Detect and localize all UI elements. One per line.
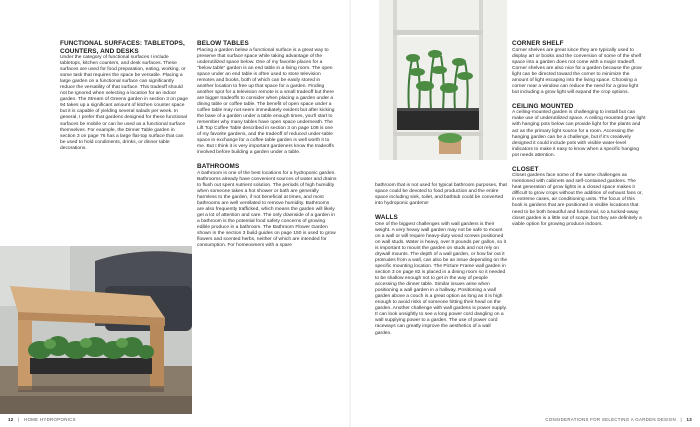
running-title-left: HOME HYDROPONICS xyxy=(24,417,76,422)
paragraph-bathrooms-continued: bathroom that is not used for typical bathroom purposes, that space could be devoted to food production and the entire space including sink, toilet, and bathtub could be converted into hydroponic gardens! xyxy=(375,183,507,207)
paragraph-closet: Closet gardens face some of the same challenges as mentioned with cabinets and self-contained gardens. The heat generation of grow lights in a closed space makes it difficult to grow crops without the addition of exhaust fans or, in extreme cases, air conditioning units. The focus of this book is gardens that are positioned in visible locations that need to be both beautiful and functional, so a tucked-away closet garden is a little out of scope, but they are definitely a viable option for growing produce indoors. xyxy=(512,173,643,227)
column-functional-surfaces xyxy=(60,40,188,152)
heading-functional-surfaces: FUNCTIONAL SURFACES: TABLETOPS, COUNTERS, AND DESKS xyxy=(60,40,185,55)
column-below-tables xyxy=(197,40,337,249)
paragraph-bathrooms: A bathroom is one of the best locations for a hydroponic garden. Bathrooms already have convenient sources of water and drains to flush out spent nutrient solution. The periods of high humidity when someone takes a hot shower or bath are generally harmless to the garden, if not beneficial at times, and most bathrooms are well ventilated to remove humidity. Bathrooms are also frequently trafficked, which means the garden will likely get a lot of attention and care. The only downside of a garden in a bathroom is the potential food safety concerns of growing edible produce in a bathroom. The Bathroom Flower Garden shown in the section 3 build guides on page 150 is used to grow flowers and scented herbs, neither of which are intended for consumption. For homeowners with a spare xyxy=(197,170,337,249)
page-number-right: 13 xyxy=(686,417,692,422)
column-corner-ceiling-closet xyxy=(512,40,646,228)
footer-right: CONSIDERATIONS FOR SELECTING A GARDEN DESIGN | 13 xyxy=(545,417,692,422)
heading-ceiling-mounted: CEILING MOUNTED xyxy=(512,102,574,110)
page-gutter xyxy=(349,0,351,427)
running-title-right: CONSIDERATIONS FOR SELECTING A GARDEN DESIGN xyxy=(545,417,676,422)
heading-below-tables: BELOW TABLES xyxy=(197,40,249,47)
heading-bathrooms: BATHROOMS xyxy=(197,163,240,171)
column-walls xyxy=(375,183,508,337)
heading-closet: CLOSET xyxy=(512,165,539,173)
heading-corner-shelf: CORNER SHELF xyxy=(512,40,564,47)
paragraph-walls: One of the biggest challenges with wall gardens is their weight. A very heavy wall garden may not be safe to mount on a wall or will require heavy-duty wood screws positioned on wall studs. Water is heavy, over 8 pounds per gallon, so it is important to mount the garden on studs and not rely on drywall mounts. The depth of a wall garden, or how far out it protrudes from a wall, can also be an issue depending on the specific mounting location. The Picture Frame wall garden in section 3 on page 82 is placed in a dining room so it needed to be shallow enough not to get in the way of people accessing the dinner table. Similar issues arise when positioning a wall garden in a hallway. Positioning a wall garden above a couch is a great option as long as it is high enough to avoid risks of someone hitting their head on the garden. Another challenge with wall gardens is power supply. It can look unsightly to see a long power cord dangling on a wall supplying power to a garden. The use of power cord raceways can greatly improve the aesthetics of a wall garden. xyxy=(375,221,508,336)
page-number-left: 12 xyxy=(8,417,14,422)
shelf-garden-photo xyxy=(379,0,507,160)
coffee-table-garden-photo xyxy=(0,246,192,414)
footer-left: 12 | HOME HYDROPONICS xyxy=(8,417,76,422)
paragraph-corner-shelf: Corner shelves are great since they are typically used to display art or books and the conversion of some of the shelf space into a garden does not come with a major tradeoff. Corner shelves are also nice for a garden because the grow light can be directed toward the corner to minimize the amount of light escaping into the living space. Choosing a corner near a window can reduce the need for a grow light but including a grow light will expand the crop options. xyxy=(512,47,642,95)
paragraph-functional-surfaces: Under the category of functional surfaces I include tabletops, kitchen counters, and desk surfaces. These surfaces are used for food preparation, eating, working, or some task that requires the space be versatile. Placing a large garden on a functional surface can significantly reduce the versatility of that surface. This tradeoff should not be ignored when selecting a location for an indoor garden. The Stream of Greens garden in section 3 on page 94 takes up a significant amount of kitchen counter space but it is capable of yielding several salads per week. In general, I prefer that gardens designed for these functional surfaces be mobile or can be used as a functional surface themselves. For example, the Dinner Table garden in section 3 on page 76 has a large flat-top surface that can be used to hold condiments, drinks, or dinner table decorations. xyxy=(60,55,188,151)
paragraph-ceiling-mounted: A ceiling-mounted garden is challenging to install but can make use of underutilized space. A ceiling mounted grow light with hanging pots below can provide light for the plants and act as the primary light source for a room. Accessing the hanging garden can be a challenge, but if it's creatively designed it could include pots with visible water-level indicators to make it easy to know when a specific hanging pot needs attention. xyxy=(512,110,646,158)
paragraph-below-tables: Placing a garden below a functional surface is a great way to preserve that surface space while taking advantage of the underutilized space below. One of my favorite places for a "below table" garden is an end table in a living room. The open space under an end table is often used to store television remotes and books, both of which can be easily stored in another location to free up that space for a garden. Finding another spot for a television remote is a small tradeoff but there are bigger tradeoffs to consider when placing a garden under a dining table or coffee table. The benefit of open space under a coffee table may not seem immediately evident but after kicking the base of a garden under a table enough times, you'll start to remember why many tables have open space underneath. The Lift Top Coffee Table described in section 3 on page 108 is one of my favorite gardens, and the tradeoff of reduced under-table space in exchange for a coffee table garden is well worth it to me. But I think it is very important gardeners know the tradeoffs involved before building a garden under a table. xyxy=(197,47,335,156)
heading-walls: WALLS xyxy=(375,214,398,222)
